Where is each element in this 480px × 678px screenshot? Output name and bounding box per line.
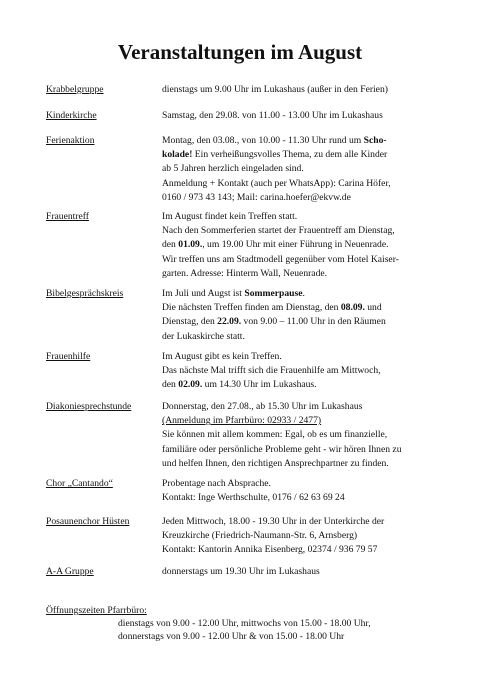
detail-line: Im August findet kein Treffen statt. bbox=[162, 211, 298, 222]
detail-line bbox=[162, 301, 466, 315]
event-name: Kinderkirche bbox=[46, 110, 97, 121]
detail-line: Kontakt: Kantorin Annika Eisenberg, 02374 / 936 79 57 bbox=[162, 544, 378, 556]
event-details bbox=[162, 210, 466, 281]
detail-line: Sie können mit allem kommen: Egal, ob es um finanzielle, bbox=[162, 429, 388, 441]
detail-text: von 9.00 – 11.00 Uhr in den Räumen bbox=[241, 316, 386, 328]
event-details bbox=[162, 400, 466, 471]
detail-highlight: 01.09. bbox=[178, 239, 203, 251]
event-name: Krabbelgruppe bbox=[46, 84, 104, 95]
detail-line: der Lukaskirche statt. bbox=[162, 330, 245, 342]
event-details bbox=[162, 287, 466, 344]
detail-line: Donnerstag, den 27.08., ab 15.30 Uhr im Lukashaus bbox=[162, 401, 363, 412]
detail-line: ab 5 Jahren herzlich eingeladen sind. bbox=[162, 163, 304, 175]
detail-highlight: 22.09. bbox=[217, 316, 242, 328]
event-name: A-A Gruppe bbox=[46, 566, 94, 577]
detail-line: Anmeldung + Kontakt (auch per WhatsApp): Carina Höfer, bbox=[162, 177, 391, 189]
office-hours-line: donnerstags von 9.00 - 12.00 Uhr & von 15.00 - 18.00 Uhr bbox=[118, 631, 345, 642]
event-name: Ferienaktion bbox=[46, 135, 95, 146]
detail-line: garten. Adresse: Hinterm Wall, Neuenrade. bbox=[162, 267, 328, 279]
detail-highlight: 02.09. bbox=[178, 379, 203, 391]
detail-line bbox=[162, 315, 466, 329]
detail-text: und bbox=[364, 302, 382, 314]
event-name: Diakoniesprechstunde bbox=[46, 401, 132, 412]
detail-highlight: 08.09. bbox=[340, 302, 365, 314]
detail-line bbox=[162, 148, 466, 162]
detail-highlight: Scho- bbox=[363, 135, 387, 146]
event-name: Frauentreff bbox=[46, 211, 89, 222]
event-details bbox=[162, 134, 466, 205]
office-hours-heading: Öffnungszeiten Pfarrbüro: bbox=[46, 605, 147, 616]
detail-line: Kontakt: Inge Werthschulte, 0176 / 62 63 69 24 bbox=[162, 492, 345, 504]
event-details bbox=[162, 109, 466, 123]
detail-highlight: Sommerpause bbox=[244, 288, 303, 299]
detail-text: um 14.30 Uhr im Lukashaus. bbox=[202, 379, 317, 391]
detail-line: Im August gibt es kein Treffen. bbox=[162, 351, 282, 362]
detail-line bbox=[162, 238, 466, 252]
event-name: Bibelgesprächskreis bbox=[46, 288, 124, 299]
detail-text: den bbox=[162, 379, 179, 391]
detail-line bbox=[162, 378, 466, 392]
detail-line: Kreuzkirche (Friedrich-Naumann-Str. 6, Arnsberg) bbox=[162, 530, 358, 542]
detail-line: und helfen Ihnen, den richtigen Ansprechpartner zu finden. bbox=[162, 457, 389, 469]
detail-line: Probentage nach Absprache. bbox=[162, 478, 271, 489]
event-details bbox=[162, 515, 466, 558]
event-name: Posaunenchor Hüsten bbox=[46, 516, 130, 527]
detail-line: Das nächste Mal trifft sich die Frauenhilfe am Mittwoch, bbox=[162, 365, 381, 377]
detail-text: Im Juli und Augst ist bbox=[162, 288, 245, 299]
detail-line: familiäre oder persönliche Probleme geht - wir hören Ihnen zu bbox=[162, 443, 402, 455]
detail-line: 0160 / 973 43 143; Mail: carina.hoefer@ekvw.de bbox=[162, 191, 351, 203]
event-details bbox=[162, 83, 466, 97]
detail-text: , um 19.00 Uhr mit einer Führung in Neuenrade. bbox=[202, 239, 389, 251]
event-details bbox=[162, 477, 466, 505]
event-details bbox=[162, 350, 466, 393]
detail-text: Ein verheißungsvolles Thema, zu dem alle Kinder bbox=[192, 149, 388, 161]
detail-line: Samstag, den 29.08. von 11.00 - 13.00 Uhr im Lukashaus bbox=[162, 110, 383, 121]
event-name: Chor „Cantando“ bbox=[46, 478, 113, 489]
page-title: Veranstaltungen im August bbox=[117, 40, 363, 64]
detail-text: Die nächsten Treffen finden am Dienstag, den bbox=[162, 302, 341, 314]
detail-line: Nach den Sommerferien startet der Frauentreff am Dienstag, bbox=[162, 225, 395, 237]
detail-text: den bbox=[162, 239, 179, 251]
detail-line: Wir treffen uns am Stadtmodell gegenüber vom Hotel Kaiser- bbox=[162, 253, 399, 265]
detail-line: Jeden Mittwoch, 18.00 - 19.30 Uhr in der Unterkirche der bbox=[162, 516, 385, 527]
detail-text: Montag, den 03.08., von 10.00 - 11.30 Uhr rund um bbox=[162, 135, 364, 146]
detail-highlight: kolade! bbox=[162, 149, 193, 161]
detail-line bbox=[162, 134, 466, 148]
detail-line: Im Juli und Augst ist Sommerpause. bbox=[162, 288, 305, 299]
office-hours-line: dienstags von 9.00 - 12.00 Uhr, mittwochs von 15.00 - 18.00 Uhr, bbox=[118, 618, 371, 629]
event-details bbox=[162, 565, 466, 579]
detail-line: dienstags um 9.00 Uhr im Lukashaus (außer in den Ferien) bbox=[162, 84, 388, 95]
detail-line: donnerstags um 19.30 Uhr im Lukashaus bbox=[162, 566, 320, 577]
event-name: Frauenhilfe bbox=[46, 351, 91, 362]
registration-note: (Anmeldung im Pfarrbüro: 02933 / 2477) bbox=[162, 415, 322, 427]
detail-text: Dienstag, den bbox=[162, 316, 218, 328]
